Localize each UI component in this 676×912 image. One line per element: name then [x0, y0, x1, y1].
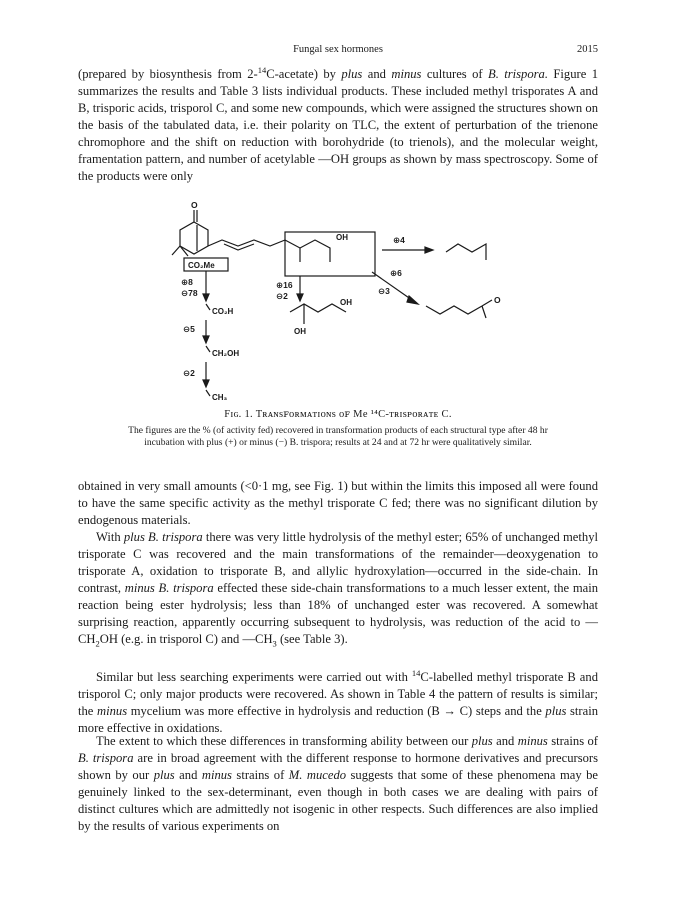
- text-segment: Similar but less searching experiments were carried out with: [96, 670, 412, 685]
- label-plus16: ⊕16: [276, 280, 293, 290]
- arrowhead: [425, 247, 433, 253]
- label-ketone-o: O: [494, 295, 501, 305]
- text-segment: and: [492, 734, 518, 748]
- text-segment: mycelium was more effective in hydrolysis and reduction (B → C) steps and the: [127, 704, 546, 719]
- text-segment: OH (e.g. in trisporol C) and —CH: [99, 632, 273, 646]
- label-minus3: ⊖3: [378, 286, 390, 296]
- paragraph-1: [78, 62, 598, 185]
- figure-1-scheme: [150, 200, 550, 405]
- arrowhead: [297, 294, 303, 301]
- text-segment: minus: [391, 67, 422, 82]
- label-ch3: CH₃: [212, 393, 228, 402]
- product-chain-1: [446, 244, 486, 260]
- text-segment: (prepared by biosynthesis from 2-: [78, 67, 258, 82]
- acid-bond: [206, 304, 210, 310]
- text-segment: minus: [517, 734, 548, 748]
- arrowhead: [203, 336, 209, 343]
- side-chain-double: [224, 244, 254, 250]
- text-segment: plus: [545, 704, 567, 719]
- boxed-chain: [285, 240, 330, 262]
- label-plus6: ⊕6: [390, 268, 402, 278]
- arrowhead: [407, 296, 418, 304]
- figure-title: Fɪɢ. 1. Tʀᴀɴsꜰᴏʀᴍᴀᴛɪᴏɴs ᴏꜰ Me ¹⁴C-ᴛʀɪsᴘᴏʀᴀᴛᴇ C.: [224, 409, 452, 420]
- label-co2h: CO₂H: [212, 307, 234, 316]
- paragraph-3: [78, 529, 598, 653]
- label-ch2oh: CH₂OH: [212, 349, 240, 358]
- paragraph-5: [78, 733, 598, 835]
- methyl-end-bond: [206, 390, 210, 396]
- methyl-bond: [180, 246, 188, 256]
- side-chain: [208, 240, 285, 246]
- running-title: Fungal sex hormones: [293, 44, 383, 55]
- text-segment: minus B. trispora: [124, 581, 214, 595]
- text-segment: and: [174, 768, 202, 782]
- text-segment: strain more effective in oxidations.: [78, 704, 598, 736]
- product-chain-2: [426, 306, 482, 314]
- label-oh-right: OH: [340, 298, 352, 307]
- text-segment: minus: [201, 768, 232, 782]
- text-segment: plus: [341, 67, 363, 82]
- text-segment: minus: [97, 704, 128, 719]
- label-minus5: ⊖5: [183, 324, 195, 334]
- ring-bond: [180, 222, 208, 254]
- figure-caption: The figures are the % (of activity fed) recovered in transformation products of each structural type after 48 hr incubation with plus (+) or minus (−) B. trispora; results at 24 and at 72 hr were qualitatively similar.: [128, 425, 548, 449]
- reaction-scheme: [150, 200, 550, 405]
- text-segment: effected these side-chain transformations to a much lesser extent, the main reaction being ester hydrolysis; less than 18% of unchanged ester was recovered. A somewhat surprising reaction, apparently occurring subsequent to hydrolysis, was reduction of the acid to —CH: [78, 581, 598, 646]
- text-segment: plus B. trispora: [123, 530, 203, 544]
- page-number: 2015: [577, 44, 598, 55]
- text-segment: plus: [471, 734, 493, 748]
- running-header: [78, 44, 598, 58]
- text-segment: C-labelled methyl trisporate B and trisporol C; only major products were recovered. As shown in Table 4 the pattern of results is similar; the: [78, 670, 598, 719]
- text-segment: and: [362, 67, 392, 82]
- label-oxo: O: [191, 200, 198, 210]
- label-minus2b: ⊖2: [183, 368, 195, 378]
- label-minus78: ⊖78: [181, 288, 198, 298]
- label-oh-box: OH: [336, 233, 348, 242]
- text-segment: 3: [272, 638, 277, 649]
- methyl-bond: [172, 246, 180, 255]
- text-segment: B. trispora.: [488, 67, 549, 82]
- text-segment: are in broad agreement with the different response to hormone derivatives and precursors shown by our: [78, 751, 598, 782]
- text-segment: M. mucedo: [288, 768, 347, 782]
- text-segment: strains of: [231, 768, 289, 782]
- paragraph-4: [78, 665, 598, 737]
- label-ester: CO₂Me: [188, 261, 215, 270]
- alcohol-bond: [206, 346, 210, 352]
- text-segment: 2: [95, 638, 100, 649]
- text-segment: cultures of: [421, 67, 489, 82]
- arrowhead: [203, 294, 209, 301]
- text-segment: obtained in very small amounts (<0·1 mg, see Fig. 1) but within the limits this imposed all were found to have the same specific activity as the methyl trisporate C fed; there was no significant dilution by endogenous materials.: [78, 479, 598, 527]
- text-segment: 14: [411, 668, 421, 678]
- hydroxy-chain: [290, 304, 346, 312]
- text-segment: The extent to which these differences in transforming ability between our: [96, 734, 472, 748]
- ketone-bond: [482, 306, 486, 318]
- ketone-carbonyl: [482, 300, 492, 306]
- text-segment: there was very little hydrolysis of the methyl ester; 65% of unchanged methyl trisporate C was recovered and the main transformations of the remainder—deoxygenation to trisporate A, oxidation to trisporate B, and allylic hydroxylation—occurred in the side-chain. In contrast,: [78, 530, 598, 595]
- arrowhead: [203, 380, 209, 387]
- text-segment: strains of: [547, 734, 598, 748]
- text-segment: (see Table 3).: [276, 632, 348, 646]
- paragraph-2: [78, 478, 598, 529]
- text-segment: B. trispora: [78, 751, 134, 765]
- text-segment: With: [96, 530, 124, 544]
- text-segment: C-acetate) by: [266, 67, 342, 82]
- label-plus4: ⊕4: [393, 235, 405, 245]
- label-plus8: ⊕8: [181, 277, 193, 287]
- text-segment: 14: [257, 65, 267, 75]
- text-segment: Figure 1 summarizes the results and Table 3 lists individual products. These included methyl trisporates A and B, trisporic acids, trisporol C, and some new compounds, which were assigned the structures shown on the basis of the tabulated data, i.e. their polarity on TLC, the extent of perturbation of the trienone chromophore and the shift on reduction with borohydride (to trienols), and the molecular weight, framentation pattern, and number of acetylable —OH groups as shown by mass spectroscopy. Some of the products were only: [78, 67, 599, 184]
- text-segment: suggests that some of these phenomena may be genuinely linked to the sex-determinant, even though in both cases we are dealing with pairs of distinct cultures which are admittedly not isogenic in other respects. Such differences are also implied by the results of various experiments on: [78, 768, 599, 833]
- label-minus2a: ⊖2: [276, 291, 288, 301]
- label-oh-lower: OH: [294, 327, 306, 336]
- text-segment: plus: [153, 768, 175, 782]
